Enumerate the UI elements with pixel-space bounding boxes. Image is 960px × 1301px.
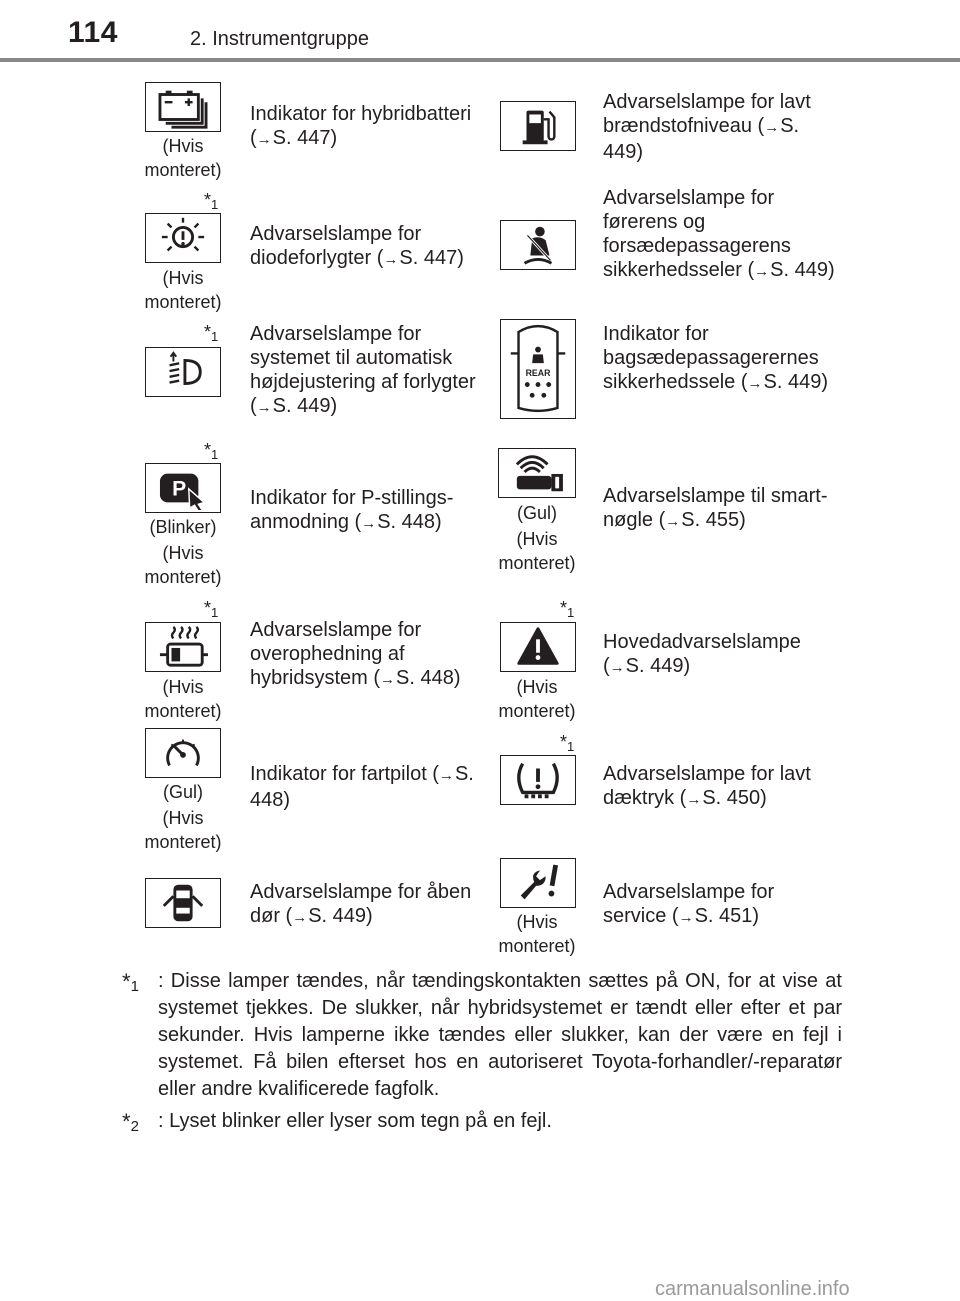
page-reference: → S. 448 <box>361 511 435 533</box>
caption-if-fitted: (Hvis <box>162 136 204 156</box>
caption-if-fitted-2: monteret) <box>498 936 576 956</box>
fuel-pump-icon <box>500 101 576 151</box>
page-reference: → S. 449 <box>603 115 799 163</box>
indicator-label-rear-seatbelt: Indikator for bagsædepassagerernes sikkerhedssele (→ S. 449) <box>603 322 843 396</box>
page-reference: → S. 450 <box>686 787 760 809</box>
cruise-control-icon <box>145 728 221 778</box>
caption-if-fitted: (Hvis <box>162 677 204 697</box>
page-reference: → S. 448 <box>380 667 454 689</box>
park-request-icon <box>145 463 221 513</box>
page-reference: → S. 455 <box>665 509 739 531</box>
footnote-marker: $*_1$ <box>560 598 575 620</box>
caption-if-fitted: (Hvis <box>516 677 558 697</box>
caption-if-fitted-2: monteret) <box>144 160 222 180</box>
led-headlight-icon <box>145 213 221 263</box>
footnote-marker: $*_1$ <box>204 322 219 344</box>
page-reference: → S. 447 <box>383 247 457 269</box>
tire-pressure-icon <box>500 755 576 805</box>
caption-if-fitted: (Hvis <box>162 543 204 563</box>
page-reference: → S. 447 <box>257 127 331 149</box>
seatbelt-icon <box>500 220 576 270</box>
page-reference: → S. 451 <box>679 905 753 927</box>
footnote-marker: $*_1$ <box>122 969 139 995</box>
footnote-marker: $*_1$ <box>204 440 219 462</box>
caption-if-fitted: (Hvis <box>516 912 558 932</box>
page-reference: → S. 449 <box>748 371 822 393</box>
service-wrench-icon <box>500 858 576 908</box>
caption-if-fitted-2: monteret) <box>498 701 576 721</box>
footnote-marker: $*_2$ <box>122 1109 139 1135</box>
indicator-label-service: Advarselslampe for service (→ S. 451) <box>603 880 843 930</box>
rear-seatbelt-icon <box>500 319 576 419</box>
smart-key-icon <box>498 448 576 498</box>
caption-if-fitted: (Hvis <box>162 268 204 288</box>
caption-if-fitted: (Hvis <box>162 808 204 828</box>
footnote-marker: $*_1$ <box>560 732 575 754</box>
footnote-marker: $*_1$ <box>204 598 219 620</box>
indicator-label-tire-pressure: Advarselslampe for lavt dæktryk (→ S. 450) <box>603 762 843 812</box>
caption-blinks: (Blinker) <box>149 517 217 537</box>
caption-if-fitted-2: monteret) <box>144 567 222 587</box>
p-letter: P <box>172 477 187 501</box>
caption-if-fitted-2: monteret) <box>144 292 222 312</box>
page-header <box>0 0 960 66</box>
caption-if-fitted-2: monteret) <box>144 832 222 852</box>
page-reference: → S. 449 <box>257 395 331 417</box>
caption-yellow: (Gul) <box>517 503 557 523</box>
watermark: carmanualsonline.info <box>655 1278 850 1300</box>
page-reference: → S. 449 <box>754 259 828 281</box>
rear-label-text: REAR <box>525 367 551 378</box>
page-reference: → S. 448 <box>250 763 474 811</box>
footnote-text: : Disse lamper tændes, når tændingskontakten sættes på ON, for at vise at systemet tjekkes. De slukker, når hybridsystemet er tændt eller efter et par sekunder. Hvis lamperne ikke tændes eller slukker, kan der være en fejl i systemet. Få bilen efterset hos en autoriseret Toyota-forhandler/-reparatør eller andre kvalificerede fagfolk. <box>158 970 842 1100</box>
indicator-label-hybrid-overheat: Advarselslampe for overophedning af hybridsystem (→ S. 448) <box>250 618 490 692</box>
indicator-label-cruise: Indikator for fartpilot (→ S. 448) <box>250 762 490 812</box>
caption-if-fitted: (Hvis <box>516 529 558 549</box>
indicator-label-smart-key: Advarselslampe til smart-nøgle (→ S. 455) <box>603 484 843 534</box>
page-reference: → S. 449 <box>292 905 366 927</box>
footnote-text: : Lyset blinker eller lyser som tegn på en fejl. <box>158 1110 552 1132</box>
section-title: 2. Instrumentgruppe <box>190 28 369 50</box>
indicator-label-low-fuel: Advarselslampe for lavt brændstofniveau (→ S. 449) <box>603 90 843 164</box>
footnote-marker: $*_1$ <box>204 190 219 212</box>
caption-if-fitted-2: monteret) <box>498 553 576 573</box>
indicator-label-open-door: Advarselslampe for åben dør (→ S. 449) <box>250 880 490 930</box>
battery-icon <box>145 82 221 132</box>
header-divider <box>0 58 960 62</box>
open-door-icon <box>145 878 221 928</box>
indicator-label-led-headlight: Advarselslampe for diodeforlygter (→ S. 447) <box>250 222 490 272</box>
indicator-label-p-position: Indikator for P-stillings-anmodning (→ S. 448) <box>250 486 490 536</box>
hybrid-overheat-icon <box>145 622 221 672</box>
indicator-label-master-warning: Hovedadvarselslampe (→ S. 449) <box>603 630 843 680</box>
caption-yellow: (Gul) <box>163 782 203 802</box>
master-warning-icon <box>500 622 576 672</box>
indicator-label-auto-leveling: Advarselslampe for systemet til automatisk højdejustering af forlygter (→ S. 449) <box>250 322 490 420</box>
page-number: 114 <box>68 16 118 49</box>
caption-if-fitted-2: monteret) <box>144 701 222 721</box>
indicator-label-seatbelt: Advarselslampe for førerens og forsædepassagerens sikkerhedsseler (→ S. 449) <box>603 186 843 284</box>
headlight-leveling-icon <box>145 347 221 397</box>
indicator-label-hybrid-battery: Indikator for hybridbatteri (→ S. 447) <box>250 102 490 152</box>
page-reference: → S. 449 <box>610 655 684 677</box>
